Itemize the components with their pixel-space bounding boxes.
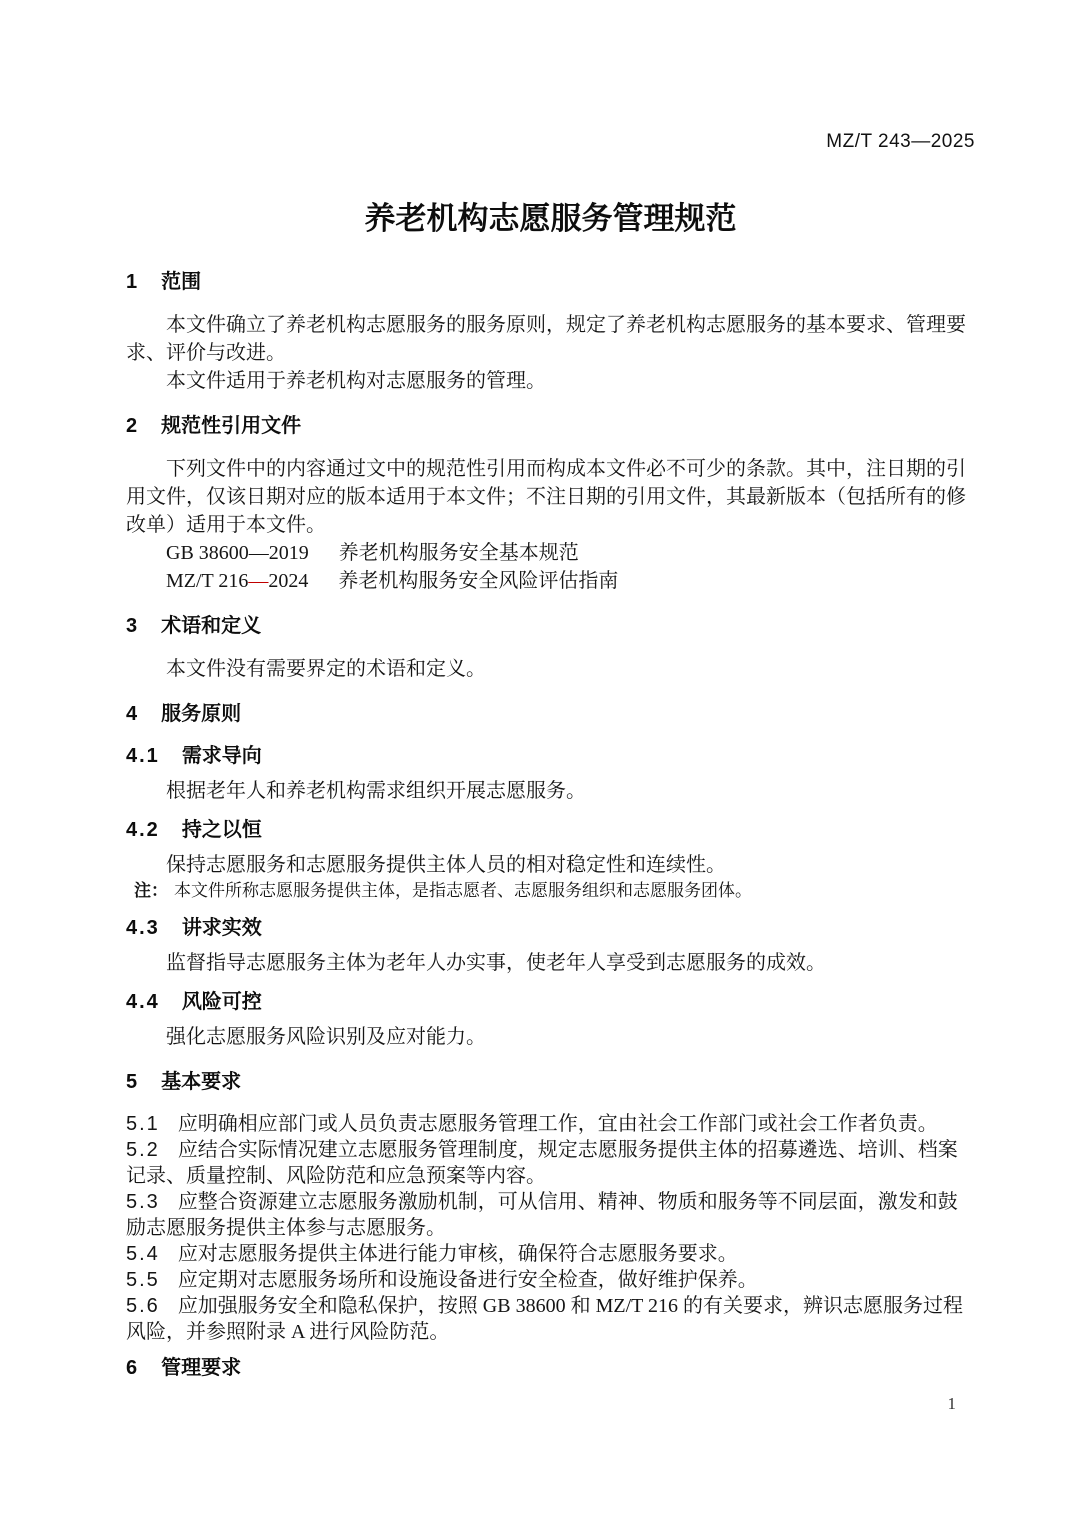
clause-text: 应定期对志愿服务场所和设施设备进行安全检查，做好维护保养。 (177, 1269, 758, 1291)
reference-code: GB 38600—2019 (166, 542, 309, 564)
clause-number: 5.2 (126, 1139, 160, 1161)
page-number: 1 (947, 1394, 956, 1413)
section-normative-references (126, 413, 975, 595)
paragraph: 强化志愿服务风险识别及应对能力。 (166, 1026, 486, 1048)
reference-line (126, 539, 975, 567)
clause-title: 术语和定义 (161, 615, 262, 637)
paragraph: 保持志愿服务和志愿服务提供主体人员的相对稳定性和连续性。 (166, 854, 726, 876)
subsection-heading (126, 915, 975, 941)
standard-number: MZ/T 243—2025 (826, 131, 975, 152)
clause-number: 5.1 (126, 1113, 160, 1135)
clause-number: 3 (126, 615, 140, 637)
clause-number: 5.3 (126, 1191, 160, 1213)
clause-title: 持之以恒 (181, 819, 262, 841)
clause-title: 服务原则 (161, 703, 242, 725)
document-title: 养老机构志愿服务管理规范 (364, 201, 737, 236)
note-text: 本文件所称志愿服务提供主体，是指志愿者、志愿服务组织和志愿服务团体。 (174, 881, 752, 900)
paragraph: 下列文件中的内容通过文中的规范性引用而构成本文件必不可少的条款。其中，注日期的引用文件，仅该日期对应的版本适用于本文件；不注日期的引用文件，其最新版本（包括所有的修改单）适用于本文件。 (126, 458, 966, 536)
clause-number: 4.2 (126, 819, 160, 841)
clause-title: 规范性引用文件 (161, 415, 302, 437)
paragraph: 根据老年人和养老机构需求组织开展志愿服务。 (166, 780, 586, 802)
clause-number: 4 (126, 703, 140, 725)
clause-item (126, 1137, 975, 1189)
section-basic-requirements (126, 1069, 975, 1345)
clause-number: 6 (126, 1357, 140, 1379)
section-management-requirements (126, 1355, 975, 1381)
reference-title: 养老机构服务安全风险评估指南 (338, 570, 619, 592)
clause-number: 5.6 (126, 1295, 160, 1317)
reference-line (126, 567, 975, 595)
paragraph: 本文件确立了养老机构志愿服务的服务原则，规定了养老机构志愿服务的基本要求、管理要求、评价与改进。 (126, 314, 966, 364)
clause-item (126, 1189, 975, 1241)
clause-item (126, 1267, 975, 1293)
paragraph: 本文件没有需要界定的术语和定义。 (166, 658, 486, 680)
reference-code (166, 570, 308, 592)
clause-number: 5.5 (126, 1269, 160, 1291)
clause-number: 4.4 (126, 991, 160, 1013)
note (134, 879, 975, 903)
clause-title: 需求导向 (181, 745, 262, 767)
clause-text: 应加强服务安全和隐私保护，按照 GB 38600 和 MZ/T 216 的有关要求，辨识志愿服务过程风险，并参照附录 A 进行风险防范。 (126, 1295, 964, 1343)
paragraph: 本文件适用于养老机构对志愿服务的管理。 (166, 370, 546, 392)
paragraph: 监督指导志愿服务主体为老年人办实事，使老年人享受到志愿服务的成效。 (166, 952, 826, 974)
clause-text: 应明确相应部门或人员负责志愿服务管理工作，宜由社会工作部门或社会工作者负责。 (177, 1113, 938, 1135)
subsection-heading (126, 817, 975, 843)
clause-number: 4.1 (126, 745, 160, 767)
section-terms (126, 613, 975, 683)
reference-code-prefix: MZ/T 216 (166, 570, 249, 592)
clause-number: 5.4 (126, 1243, 160, 1265)
clause-text: 应整合资源建立志愿服务激励机制，可从信用、精神、物质和服务等不同层面，激发和鼓励志愿服务提供主体参与志愿服务。 (126, 1191, 958, 1239)
clause-number: 2 (126, 415, 140, 437)
section-heading (126, 1355, 975, 1381)
section-heading (126, 413, 975, 439)
clause-item (126, 1111, 975, 1137)
subsection-heading (126, 743, 975, 769)
clause-list (126, 1111, 975, 1345)
clause-title: 讲求实效 (181, 917, 262, 939)
reference-code-dash: — (248, 570, 269, 592)
section-heading (126, 1069, 975, 1095)
clause-title: 范围 (161, 271, 202, 293)
clause-item (126, 1241, 975, 1267)
section-service-principles (126, 701, 975, 1051)
clause-number: 1 (126, 271, 140, 293)
section-scope (126, 269, 975, 395)
section-heading (126, 701, 975, 727)
clause-text: 应对志愿服务提供主体进行能力审核，确保符合志愿服务要求。 (177, 1243, 738, 1265)
clause-title: 管理要求 (161, 1357, 242, 1379)
section-heading (126, 269, 975, 295)
note-label: 注： (134, 881, 168, 900)
subsection-heading (126, 989, 975, 1015)
reference-code-year: 2024 (268, 570, 309, 592)
clause-title: 基本要求 (161, 1071, 242, 1093)
clause-item (126, 1293, 975, 1345)
clause-title: 风险可控 (181, 991, 262, 1013)
clause-number: 5 (126, 1071, 140, 1093)
reference-title: 养老机构服务安全基本规范 (338, 542, 579, 564)
section-heading (126, 613, 975, 639)
clause-text: 应结合实际情况建立志愿服务管理制度，规定志愿服务提供主体的招募遴选、培训、档案记录、质量控制、风险防范和应急预案等内容。 (126, 1139, 958, 1187)
clause-number: 4.3 (126, 917, 160, 939)
